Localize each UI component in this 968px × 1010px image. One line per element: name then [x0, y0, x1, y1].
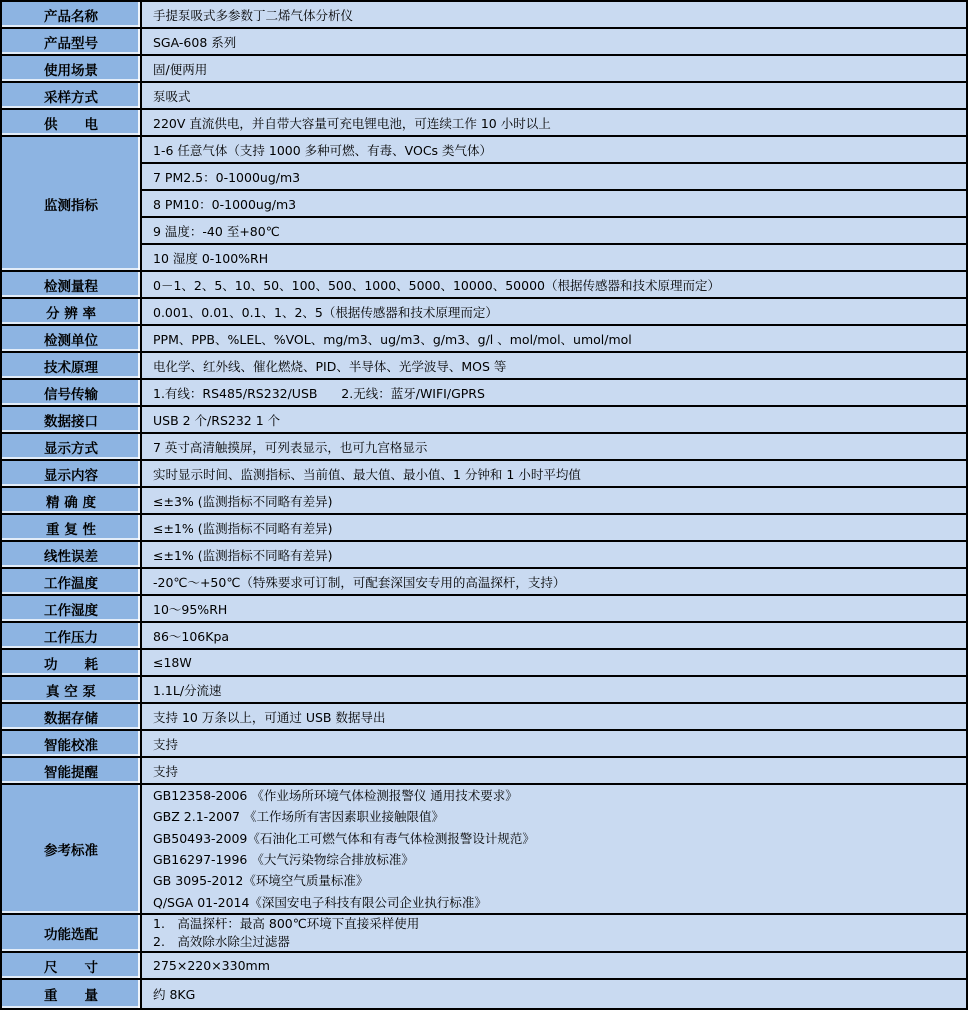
row-sampling-method — [2, 83, 966, 110]
row-value: 支持 — [142, 731, 966, 756]
optional-features-list — [142, 915, 966, 951]
monitoring-indicator-item: 1-6 任意气体（支持 1000 多种可燃、有毒、VOCs 类气体） — [142, 137, 966, 164]
row-label: 监测指标 — [2, 137, 142, 270]
row-dimensions — [2, 953, 966, 980]
monitoring-indicator-item: 7 PM2.5：0-1000ug/m3 — [142, 164, 966, 191]
row-value: USB 2 个/RS232 1 个 — [142, 407, 966, 432]
optional-feature-item: 2. 高效除水除尘过滤器 — [153, 934, 290, 949]
row-value: 0－1、2、5、10、50、100、500、1000、5000、10000、50000（根据传感器和技术原理而定） — [142, 272, 966, 297]
monitoring-indicator-item: 9 温度：-40 至+80℃ — [142, 218, 966, 245]
row-label: 智能校准 — [2, 731, 142, 756]
row-label: 智能提醒 — [2, 758, 142, 783]
row-value: 固/便两用 — [142, 56, 966, 81]
row-detection-range — [2, 272, 966, 299]
row-repeatability — [2, 515, 966, 542]
row-display-content — [2, 461, 966, 488]
row-working-humidity — [2, 596, 966, 623]
row-label: 精 确 度 — [2, 488, 142, 513]
row-label: 产品名称 — [2, 2, 142, 27]
row-working-pressure — [2, 623, 966, 650]
row-value: 支持 — [142, 758, 966, 783]
row-value: 0.001、0.01、0.1、1、2、5（根据传感器和技术原理而定） — [142, 299, 966, 324]
row-technical-principle — [2, 353, 966, 380]
row-label: 技术原理 — [2, 353, 142, 378]
reference-standard-item: Q/SGA 01-2014《深国安电子科技有限公司企业执行标准》 — [153, 894, 487, 910]
row-monitoring-indicators — [2, 137, 966, 272]
row-value: 275×220×330mm — [142, 953, 966, 978]
row-optional-features — [2, 915, 966, 953]
row-data-interface — [2, 407, 966, 434]
monitoring-indicator-item: 8 PM10：0-1000ug/m3 — [142, 191, 966, 218]
row-product-model — [2, 29, 966, 56]
row-weight — [2, 980, 966, 1008]
row-value: 手提泵吸式多参数丁二烯气体分析仪 — [142, 2, 966, 27]
row-value: ≤±1% (监测指标不同略有差异) — [142, 542, 966, 567]
row-value: ≤18W — [142, 650, 966, 675]
row-label: 显示内容 — [2, 461, 142, 486]
row-label: 数据接口 — [2, 407, 142, 432]
reference-standard-item: GB16297-1996 《大气污染物综合排放标准》 — [153, 852, 414, 867]
row-label: 检测量程 — [2, 272, 142, 297]
row-detection-unit — [2, 326, 966, 353]
row-label: 信号传输 — [2, 380, 142, 405]
reference-standard-item: GB 3095-2012《环境空气质量标准》 — [153, 873, 369, 889]
row-label: 数据存储 — [2, 704, 142, 729]
row-value: 1.1L/分流速 — [142, 677, 966, 702]
row-working-temperature — [2, 569, 966, 596]
reference-standard-item: GB50493-2009《石油化工可燃气体和有毒气体检测报警设计规范》 — [153, 830, 535, 846]
row-value: 86～106Kpa — [142, 623, 966, 648]
row-label: 供 电 — [2, 110, 142, 135]
row-label: 功能选配 — [2, 915, 142, 951]
row-value: ≤±3% (监测指标不同略有差异) — [142, 488, 966, 513]
row-label: 参考标准 — [2, 785, 142, 913]
row-value: PPM、PPB、%LEL、%VOL、mg/m3、ug/m3、g/m3、g/l 、mol/mol、umol/mol — [142, 326, 966, 351]
reference-standard-item: GB12358-2006 《作业场所环境气体检测报警仪 通用技术要求》 — [153, 788, 518, 804]
row-value: 7 英寸高清触摸屏，可列表显示，也可九宫格显示 — [142, 434, 966, 459]
row-power-supply — [2, 110, 966, 137]
monitoring-indicator-list — [142, 137, 966, 270]
row-label: 显示方式 — [2, 434, 142, 459]
row-value: 约 8KG — [142, 980, 966, 1008]
row-label: 采样方式 — [2, 83, 142, 108]
row-label: 真 空 泵 — [2, 677, 142, 702]
row-value: 10～95%RH — [142, 596, 966, 621]
row-display-mode — [2, 434, 966, 461]
row-reference-standards — [2, 785, 966, 915]
row-label: 检测单位 — [2, 326, 142, 351]
row-linearity-error — [2, 542, 966, 569]
row-resolution — [2, 299, 966, 326]
row-value: SGA-608 系列 — [142, 29, 966, 54]
row-label: 工作湿度 — [2, 596, 142, 621]
row-value: 泵吸式 — [142, 83, 966, 108]
row-value: -20℃～+50℃（特殊要求可订制，可配套深国安专用的高温探杆，支持） — [142, 569, 966, 594]
row-smart-reminder — [2, 758, 966, 785]
row-label: 重 量 — [2, 980, 142, 1008]
row-label: 产品型号 — [2, 29, 142, 54]
row-value: 220V 直流供电，并自带大容量可充电锂电池，可连续工作 10 小时以上 — [142, 110, 966, 135]
row-label: 尺 寸 — [2, 953, 142, 978]
row-value: ≤±1% (监测指标不同略有差异) — [142, 515, 966, 540]
row-usage-scenario — [2, 56, 966, 83]
row-label: 功 耗 — [2, 650, 142, 675]
row-value: 1.有线：RS485/RS232/USB 2.无线：蓝牙/WIFI/GPRS — [142, 380, 966, 405]
row-label: 重 复 性 — [2, 515, 142, 540]
row-label: 工作温度 — [2, 569, 142, 594]
row-smart-calibration — [2, 731, 966, 758]
row-value: 电化学、红外线、催化燃烧、PID、半导体、光学波导、MOS 等 — [142, 353, 966, 378]
row-vacuum-pump — [2, 677, 966, 704]
row-accuracy — [2, 488, 966, 515]
row-value: 支持 10 万条以上，可通过 USB 数据导出 — [142, 704, 966, 729]
reference-standards-list — [142, 785, 966, 913]
monitoring-indicator-item: 10 湿度 0-100%RH — [142, 245, 966, 270]
row-label: 工作压力 — [2, 623, 142, 648]
optional-feature-item: 1. 高温探杆：最高 800℃环境下直接采样使用 — [153, 916, 420, 931]
row-value: 实时显示时间、监测指标、当前值、最大值、最小值、1 分钟和 1 小时平均值 — [142, 461, 966, 486]
row-data-storage — [2, 704, 966, 731]
row-power-consumption — [2, 650, 966, 677]
row-signal-transmission — [2, 380, 966, 407]
reference-standard-item: GBZ 2.1-2007 《工作场所有害因素职业接触限值》 — [153, 809, 444, 825]
row-label: 分 辨 率 — [2, 299, 142, 324]
row-label: 使用场景 — [2, 56, 142, 81]
row-label: 线性误差 — [2, 542, 142, 567]
row-product-name — [2, 2, 966, 29]
